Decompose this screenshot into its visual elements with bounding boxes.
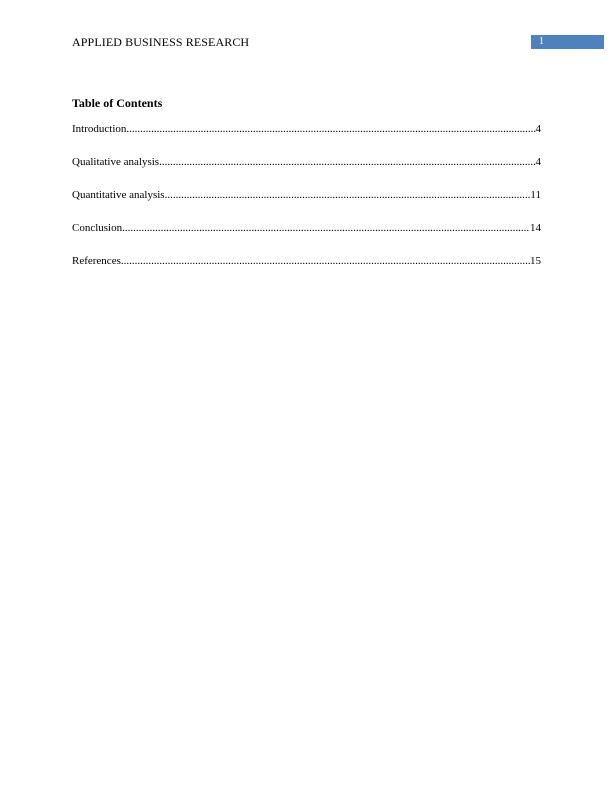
page-number: 1	[539, 36, 544, 47]
page-number-box	[531, 35, 604, 49]
toc-dot-leader	[159, 156, 535, 169]
toc-entry-label: Quantitative analysis	[72, 189, 165, 201]
toc-dot-leader	[122, 222, 530, 235]
toc-heading: Table of Contents	[72, 96, 163, 110]
toc-entry-page: 4	[535, 156, 541, 168]
toc-dot-leader	[126, 123, 535, 136]
toc-entry-label: References	[72, 255, 121, 267]
running-head-title: APPLIED BUSINESS RESEARCH	[72, 35, 250, 49]
toc-entry-page: 4	[535, 123, 541, 135]
toc-entry-conclusion[interactable]	[72, 222, 541, 235]
toc-entry-qualitative-analysis[interactable]	[72, 156, 541, 169]
toc-dot-leader	[165, 189, 531, 202]
toc-entry-quantitative-analysis[interactable]	[72, 189, 541, 202]
toc-entry-label: Qualitative analysis	[72, 156, 160, 168]
toc-entry-page: 11	[530, 189, 541, 201]
toc-entry-page: 14	[530, 222, 541, 234]
toc-dot-leader	[121, 255, 530, 268]
toc-entry-page: 15	[530, 255, 541, 267]
toc-entry-label: Conclusion	[72, 222, 123, 234]
toc-entry-references[interactable]	[72, 255, 541, 268]
toc-entry-label: Introduction	[72, 123, 127, 135]
toc-entry-introduction[interactable]	[72, 123, 541, 136]
table-of-contents	[72, 123, 541, 288]
